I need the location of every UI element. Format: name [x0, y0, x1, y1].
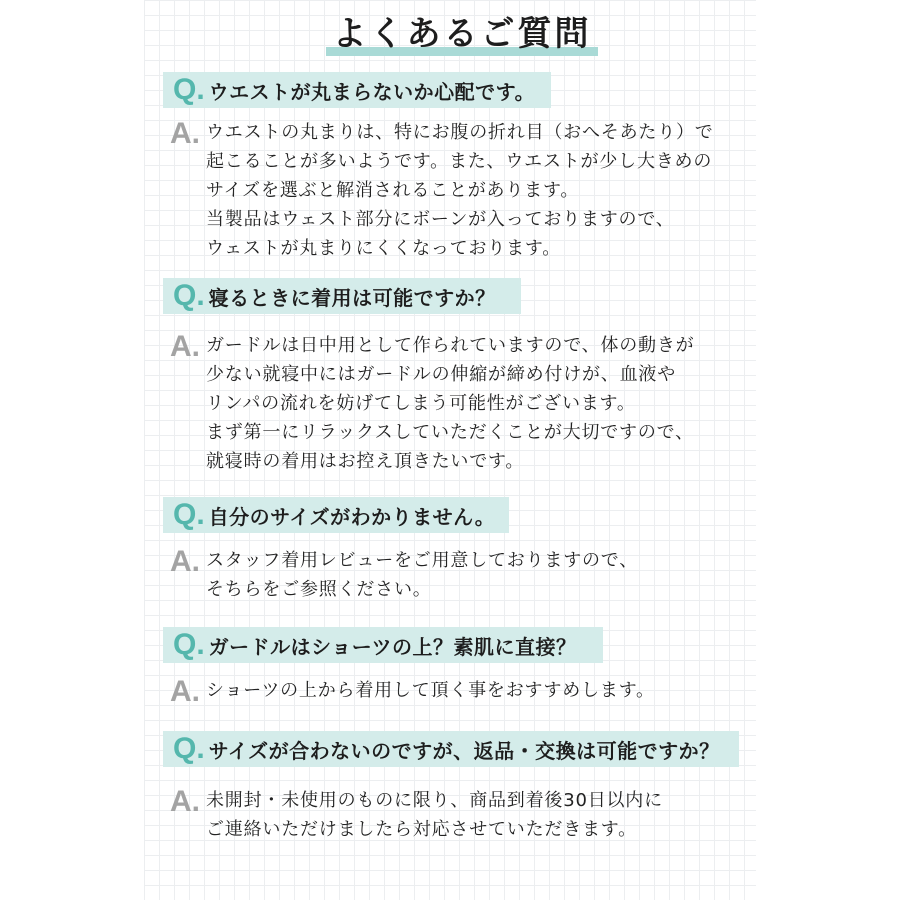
question-text: ウエストが丸まらないか心配です。	[208, 79, 536, 104]
answer-line: 未開封・未使用のものに限り、商品到着後30日以内に	[206, 790, 663, 811]
a-mark: A.	[170, 330, 200, 363]
answer-line: ショーツの上から着用して頂く事をおすすめします。	[206, 680, 655, 701]
q-mark: Q.	[173, 73, 205, 106]
answer-line: ご連絡いただけましたら対応させていただきます。	[206, 819, 637, 840]
faq-answer-3	[170, 546, 730, 604]
question-text: 寝るときに着用は可能ですか？	[208, 285, 496, 310]
question-text: サイズが合わないのですが、返品・交換は可能ですか？	[208, 738, 720, 763]
answer-line: 当製品はウェスト部分にボーンが入っておりますので、	[206, 209, 675, 230]
faq-answer-4	[170, 675, 730, 708]
answer-line: ウェストが丸まりにくくなっております。	[206, 238, 562, 259]
title-block	[326, 10, 598, 58]
answer-line: 起こることが多いようです。また、ウエストが少し大きめの	[206, 151, 713, 172]
faq-question-4	[163, 627, 603, 663]
faq-answer-1	[170, 118, 730, 263]
answer-line: リンパの流れを妨げてしまう可能性がございます。	[206, 393, 636, 414]
faq-answer-2	[170, 331, 730, 476]
question-text: ガードルはショーツの上？素肌に直接？	[208, 634, 577, 659]
page-title: よくあるご質問	[332, 14, 592, 54]
answer-line: 少ない就寝中にはガードルの伸縮が締め付けが、血液や	[206, 364, 676, 385]
faq-question-3	[163, 497, 509, 533]
a-mark: A.	[170, 117, 200, 150]
faq-question-1	[163, 72, 551, 108]
answer-line: ガードルは日中用として作られていますので、体の動きが	[206, 335, 695, 356]
answer-line: スタッフ着用レビューをご用意しておりますので、	[206, 550, 639, 571]
q-mark: Q.	[173, 628, 205, 661]
answer-line: そちらをご参照ください。	[206, 579, 432, 600]
a-mark: A.	[170, 675, 200, 708]
question-text: 自分のサイズがわかりません。	[208, 504, 496, 529]
faq-answer-5	[170, 786, 730, 844]
a-mark: A.	[170, 545, 200, 578]
answer-line: 就寝時の着用はお控え頂きたいです。	[206, 451, 525, 472]
q-mark: Q.	[173, 279, 205, 312]
faq-question-5	[163, 731, 739, 767]
a-mark: A.	[170, 785, 200, 818]
answer-line: まず第一にリラックスしていただくことが大切ですので、	[206, 422, 694, 443]
faq-question-2	[163, 278, 521, 314]
q-mark: Q.	[173, 732, 205, 765]
answer-line: サイズを選ぶと解消されることがあります。	[206, 180, 580, 201]
q-mark: Q.	[173, 498, 205, 531]
answer-line: ウエストの丸まりは、特にお腹の折れ目（おへそあたり）で	[206, 122, 714, 143]
